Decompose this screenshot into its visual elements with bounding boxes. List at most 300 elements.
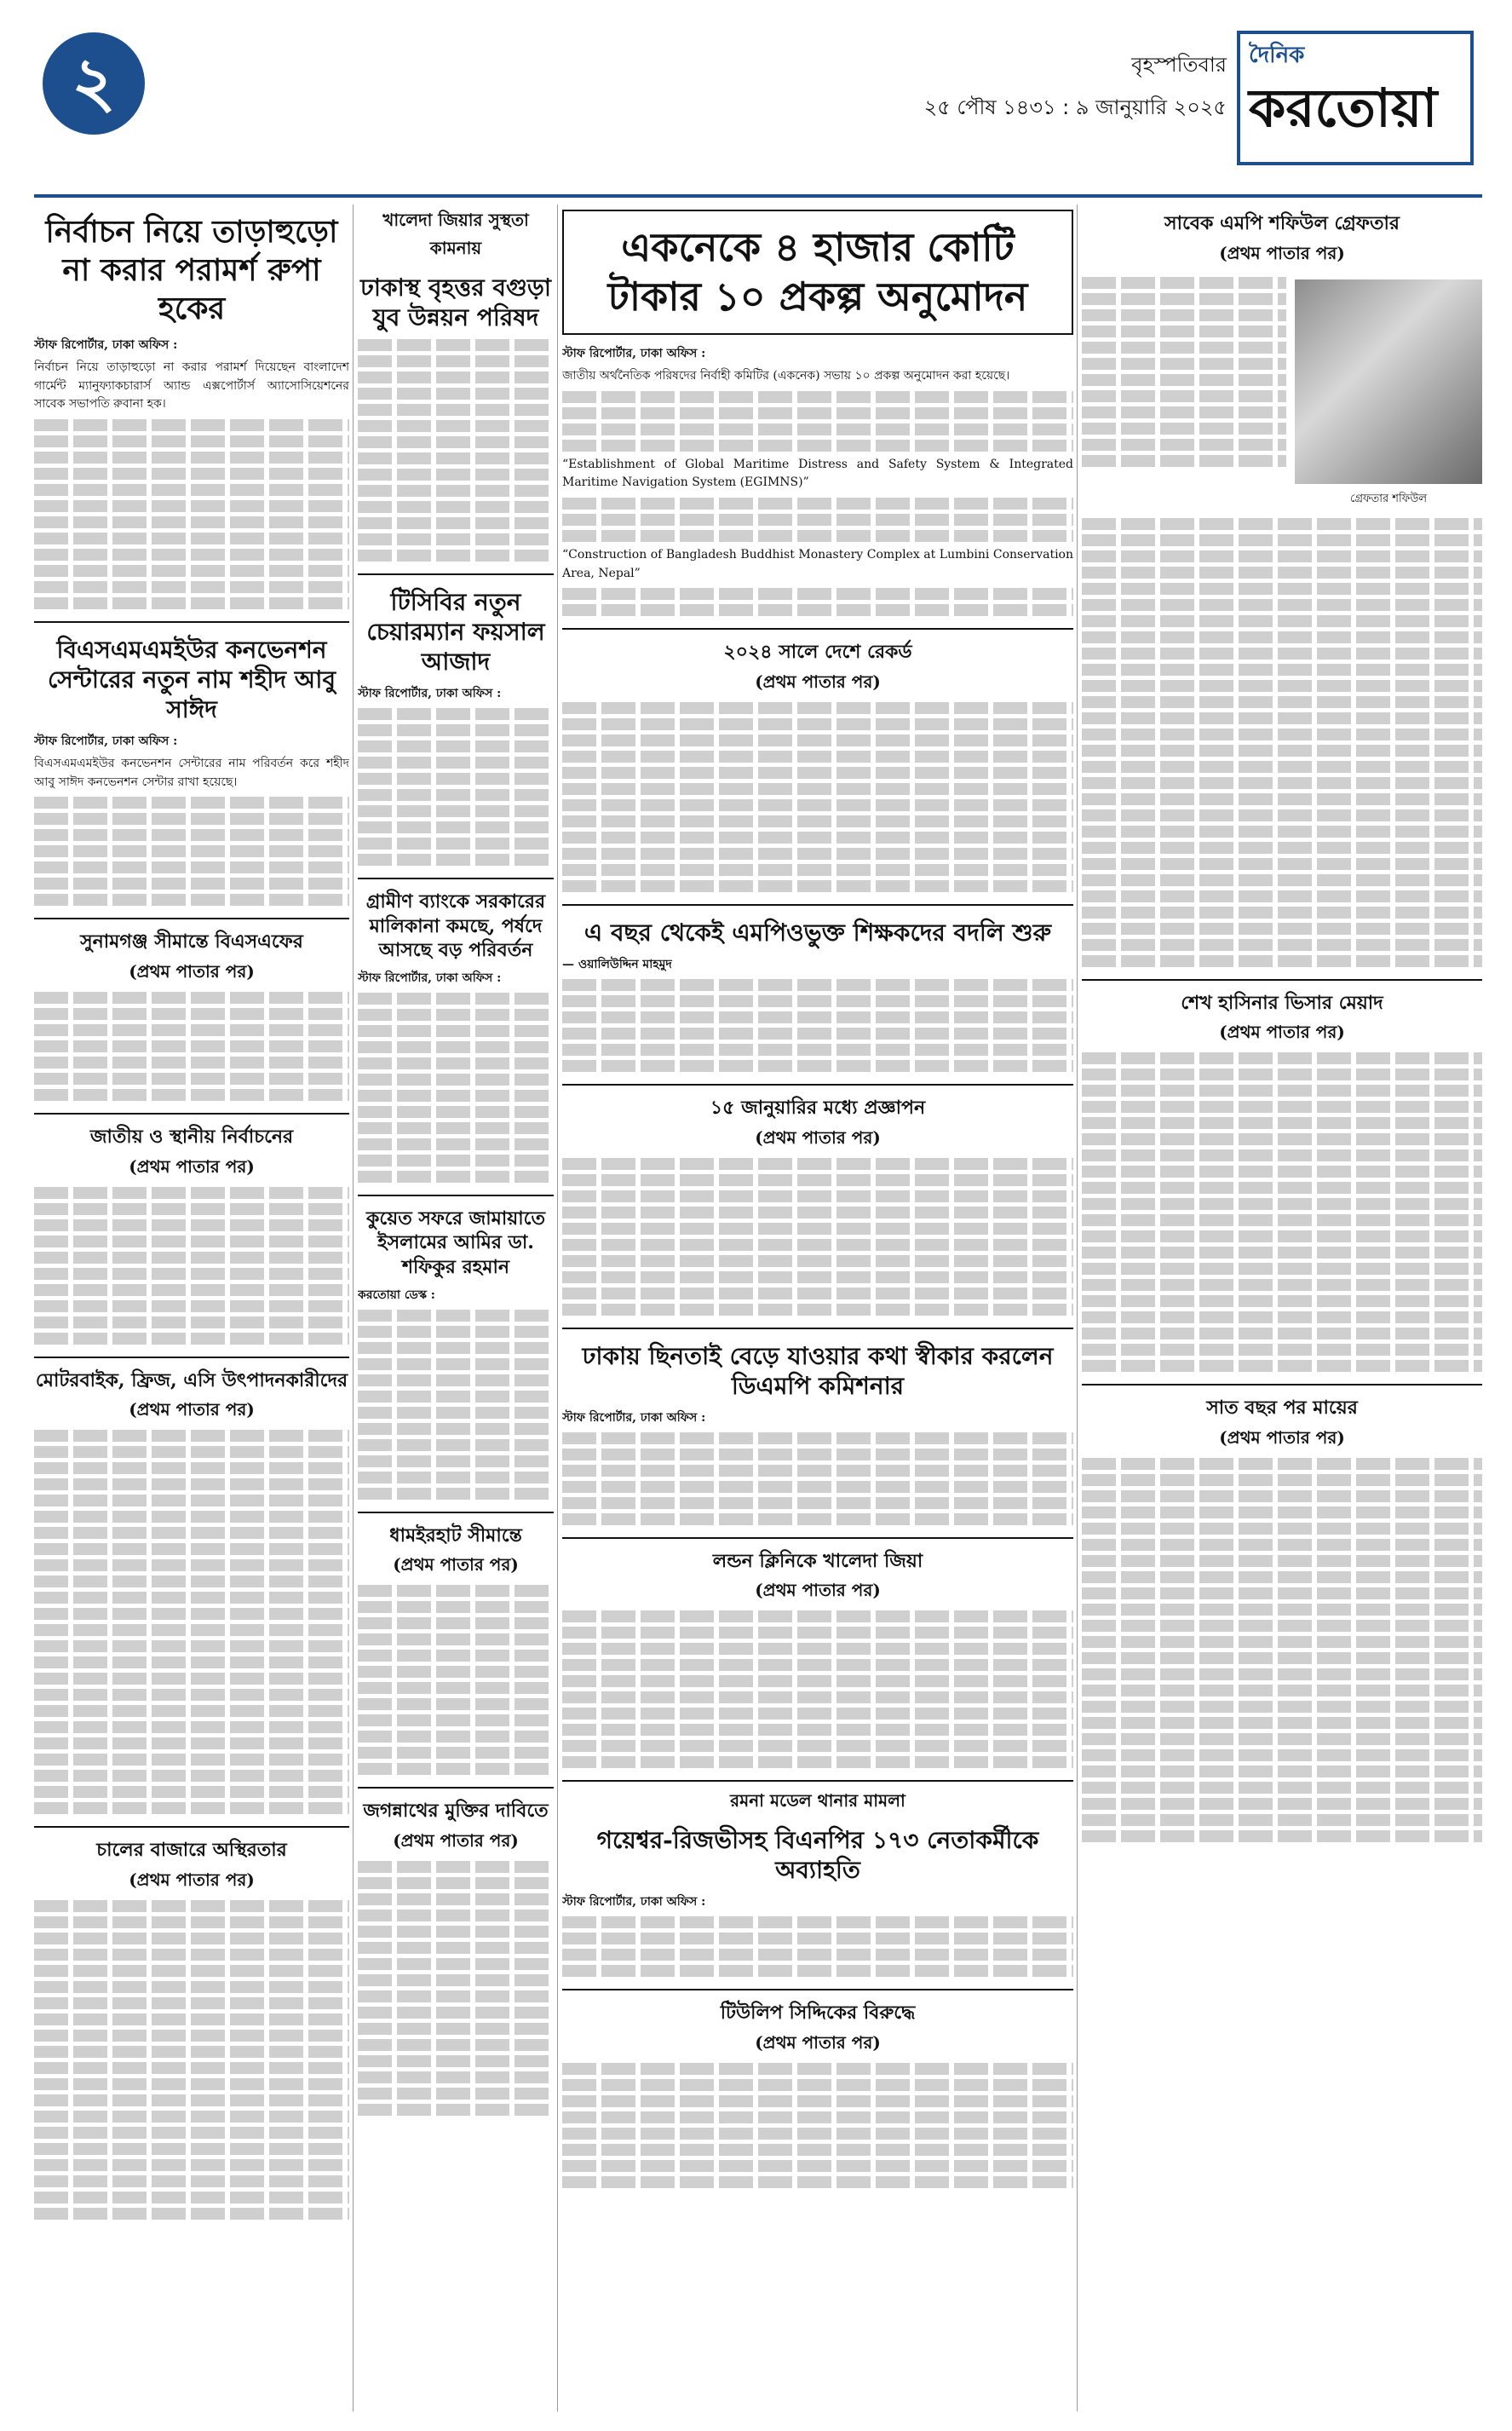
body-text-line: [1082, 631, 1482, 643]
body-text-line: [358, 1057, 554, 1069]
body-text-line: [34, 581, 349, 593]
body-text-line: [562, 1011, 1073, 1023]
body-text-line: [34, 468, 349, 480]
body-text-line: [1082, 406, 1286, 418]
body-text-line: [1082, 1604, 1482, 1616]
body-text-line: [358, 1617, 554, 1629]
body-text-line: [34, 2078, 349, 2090]
body-text-line: [358, 1974, 554, 1986]
continued-label: (প্রথম পাতার পর): [129, 961, 255, 982]
body-text-line: [358, 757, 554, 769]
body-text-line: [358, 1326, 554, 1338]
masthead-logo: [1237, 31, 1474, 165]
body-text-line: [1082, 1214, 1482, 1226]
headline: শেখ হাসিনার ভিসার মেয়াদ: [1181, 991, 1383, 1014]
body-text-line: [562, 1288, 1073, 1299]
body-text-line: [34, 533, 349, 544]
article-ramna: [562, 1780, 1073, 1977]
body-text-line: [1082, 1474, 1482, 1486]
body-text-line: [358, 1025, 554, 1037]
body-text-line: [358, 452, 554, 464]
body-text-line: [1082, 1328, 1482, 1339]
body-text-line: [1082, 777, 1482, 789]
body-text-line: [34, 2111, 349, 2123]
headline: নির্বাচন নিয়ে তাড়াহুড়ো না করার পরামর্শ রুপা হকের: [45, 214, 338, 326]
article-lead: জাতীয় অর্থনৈতিক পরিষদের নির্বাহী কমিটির (একনেক) সভায় ১০ প্রকল্প অনুমোদন করা হয়েছে।: [562, 369, 1010, 383]
byline: স্টাফ রিপোর্টার, ঢাকা অফিস :: [34, 338, 178, 352]
body-text-line: [34, 1008, 349, 1020]
body-text-line: [1082, 550, 1482, 562]
body-text-line: [1082, 1830, 1482, 1842]
body-text-line: [358, 821, 554, 833]
body-text-line: [358, 339, 554, 351]
body-text-line: [358, 854, 554, 866]
headline: টিসিবির নতুন চেয়ারম্যান ফয়সাল আজাদ: [366, 588, 545, 676]
body-text-line: [562, 1756, 1073, 1768]
body-text-line: [34, 861, 349, 873]
body-text-line: [1082, 826, 1482, 838]
body-text-line: [358, 485, 554, 497]
body-text-line: [1082, 745, 1482, 757]
body-text-line: [562, 1691, 1073, 1703]
body-text-line: [1082, 423, 1286, 435]
body-text-line: [562, 702, 1073, 714]
body-text-line: [1082, 1571, 1482, 1583]
body-text-line: [358, 550, 554, 562]
body-text-line: [34, 1559, 349, 1571]
body-text-line: [1082, 1766, 1482, 1777]
body-text-line: [1082, 1523, 1482, 1535]
body-text-line: [358, 1391, 554, 1403]
body-text-line: [562, 1223, 1073, 1235]
body-text-line: [34, 2159, 349, 2171]
body-text-line: [34, 1656, 349, 1668]
byline: স্টাফ রিপোর্টার, ঢাকা অফিস :: [358, 687, 502, 700]
body-text-line: [34, 845, 349, 857]
article-motorbike: [34, 1357, 349, 1815]
body-text-line: [358, 1041, 554, 1053]
body-text-line: [562, 1432, 1073, 1444]
body-text-line: [1082, 729, 1482, 740]
body-text-line: [562, 2128, 1073, 2140]
body-text-line: [1082, 955, 1482, 967]
body-text-line: [358, 1861, 554, 1873]
body-text-line: [1082, 1701, 1482, 1713]
body-text-line: [358, 1990, 554, 2002]
body-text-line: [562, 1174, 1073, 1186]
article-rice-market: [34, 1826, 349, 2220]
body-text-line: [358, 1942, 554, 1954]
body-text-line: [358, 1926, 554, 1938]
body-text-line: [562, 1449, 1073, 1460]
lead-headline: একনেকে ৪ হাজার কোটি টাকার ১০ প্রকল্প অনুমোদন: [562, 210, 1073, 335]
body-text-line: [34, 1187, 349, 1199]
body-text-line: [34, 2175, 349, 2187]
body-text-line: [1082, 1668, 1482, 1680]
continued-label: (প্রথম পাতার পর): [1219, 1426, 1345, 1448]
body-text-line: [358, 1171, 554, 1183]
body-text-line: [562, 767, 1073, 779]
body-text-line: [358, 773, 554, 785]
logo-main-text: করতোয়া: [1249, 77, 1438, 139]
body-text-line: [34, 1252, 349, 1264]
body-text-line: [1082, 1295, 1482, 1307]
body-text-line: [358, 838, 554, 850]
body-text-line: [1082, 1814, 1482, 1826]
headline: গয়েশ্বর-রিজভীসহ বিএনপির ১৭৩ নেতাকর্মীকে অব্যাহতি: [596, 1826, 1039, 1885]
byline: স্টাফ রিপোর্টার, ঢাকা অফিস :: [34, 734, 178, 749]
body-text-line: [1082, 518, 1482, 530]
news-photo: [1295, 279, 1482, 484]
article-khaleda-london: [562, 1537, 1073, 1769]
body-text-line: [1082, 1749, 1482, 1761]
body-text-line: [562, 1207, 1073, 1218]
body-text-line: [358, 1122, 554, 1134]
body-text-line: [358, 517, 554, 529]
headline: ঢাকায় ছিনতাই বেড়ে যাওয়ার কথা স্বীকার করলেন ডিএমপি কমিশনার: [582, 1341, 1054, 1400]
body-text-line: [1082, 374, 1286, 386]
body-text-line: [1082, 1344, 1482, 1356]
body-text-line: [1082, 1052, 1482, 1064]
continued-label: (প্রথম পাতার পর): [755, 1126, 881, 1148]
column-2: [358, 205, 554, 2411]
body-text-line: [34, 1965, 349, 1977]
body-text-line: [1082, 615, 1482, 627]
body-text-line: [562, 783, 1073, 795]
body-text-line: [34, 1900, 349, 1912]
body-text-line: [34, 2094, 349, 2106]
body-text-line: [34, 1933, 349, 1944]
body-text-line: [34, 1592, 349, 1604]
project-quote: “Establishment of Global Maritime Distress and Safety System & Integrated Maritime Navigation System (EGIMNS)”: [562, 457, 1073, 490]
body-text-line: [562, 1724, 1073, 1736]
body-text-line: [1082, 599, 1482, 611]
header-date: ২৫ পৌষ ১৪৩১ : ৯ জানুয়ারি ২০২৫: [923, 95, 1227, 119]
body-text-line: [562, 1675, 1073, 1687]
byline: স্টাফ রিপোর্টার, ঢাকা অফিস :: [562, 347, 706, 360]
article-mpo-teachers: [562, 904, 1073, 1072]
body-text-line: [1082, 1587, 1482, 1599]
headline: এ বছর থেকেই এমপিওভুক্ত শিক্ষকদের বদলি শুরু: [584, 919, 1052, 948]
body-text-line: [1082, 358, 1286, 370]
article-grameen-bank: [358, 878, 554, 1183]
body-text-line: [562, 1060, 1073, 1072]
column-4: [1082, 205, 1482, 2411]
body-text-line: [34, 1511, 349, 1523]
body-text-line: [34, 1705, 349, 1717]
body-text-line: [1082, 664, 1482, 676]
body-text-line: [1082, 1717, 1482, 1729]
body-text-line: [34, 1430, 349, 1442]
byline: স্টাফ রিপোর্টার, ঢাকা অফিস :: [562, 1410, 706, 1425]
body-text-line: [562, 1481, 1073, 1493]
body-text-line: [562, 1965, 1073, 1977]
body-text-line: [1082, 1230, 1482, 1242]
body-text-line: [562, 1044, 1073, 1056]
body-text-line: [34, 1203, 349, 1215]
body-text-line: [562, 2063, 1073, 2075]
body-text-line: [358, 1601, 554, 1613]
body-text-line: [562, 1271, 1073, 1283]
body-text-line: [34, 1689, 349, 1701]
body-text-line: [358, 1423, 554, 1435]
body-text-line: [358, 1877, 554, 1889]
page-header: [34, 15, 1482, 194]
body-text-line: [1082, 1636, 1482, 1648]
body-text-line: [34, 1754, 349, 1766]
body-text-line: [358, 1358, 554, 1370]
logo-small-text: দৈনিক: [1249, 43, 1305, 68]
body-text-line: [34, 1527, 349, 1539]
body-text-line: [562, 734, 1073, 746]
body-text-line: [358, 436, 554, 448]
body-text-line: [358, 1488, 554, 1500]
article-lead: বিএসএমএমইউর কনভেনশন সেন্টারের নাম পরিবর্তন করে শহীদ আবু সাঈদ কনভেনশন সেন্টার রাখা হয়েছে।: [34, 757, 349, 789]
body-text-line: [562, 1497, 1073, 1509]
body-text-line: [34, 1576, 349, 1587]
body-text-line: [34, 1089, 349, 1101]
body-text-line: [562, 979, 1073, 991]
body-text-line: [34, 2143, 349, 2155]
body-text-line: [562, 1028, 1073, 1040]
body-text-line: [34, 813, 349, 825]
body-text-line: [358, 469, 554, 481]
byline: স্টাফ রিপোর্টার, ঢাকা অফিস :: [562, 1895, 706, 1910]
body-text-line: [34, 1997, 349, 2009]
body-text-line: [358, 1155, 554, 1167]
headline: জগন্নাথের মুক্তির দাবিতে: [363, 1800, 549, 1823]
body-text-line: [358, 1090, 554, 1102]
body-text-line: [34, 435, 349, 447]
body-text-line: [34, 2062, 349, 2074]
body-text-line: [358, 501, 554, 513]
body-text-line: [34, 565, 349, 577]
body-text-line: [34, 2192, 349, 2203]
body-text-line: [1082, 907, 1482, 919]
article-hasina-visa: [1082, 979, 1482, 1373]
article-convention-center: [34, 621, 349, 906]
headline: লন্ডন ক্লিনিকে খালেদা জিয়া: [712, 1549, 923, 1572]
body-text-line: [562, 1643, 1073, 1655]
body-text-line: [1082, 939, 1482, 951]
body-text-line: [1082, 567, 1482, 579]
body-text-line: [1082, 809, 1482, 821]
body-text-line: [34, 419, 349, 431]
body-text-line: [34, 2046, 349, 2058]
body-text-line: [358, 1585, 554, 1597]
body-text-line: [1082, 793, 1482, 805]
body-text-line: [358, 2039, 554, 2051]
article-ecnec: [562, 343, 1073, 616]
article-record-2024: [562, 628, 1073, 892]
body-text-line: [34, 1770, 349, 1782]
body-text-line: [34, 452, 349, 464]
article-seven-years: [1082, 1384, 1482, 1842]
body-text-line: [562, 1949, 1073, 1961]
body-text-line: [562, 751, 1073, 763]
body-text-line: [1082, 277, 1286, 289]
body-text-line: [562, 514, 1073, 526]
headline: চালের বাজারে অস্থিরতার: [96, 1839, 287, 1862]
body-text-line: [1082, 696, 1482, 708]
headline: সাবেক এমপি শফিউল গ্রেফতার: [1164, 212, 1400, 234]
body-text-line: [1082, 1539, 1482, 1551]
body-text-line: [562, 1610, 1073, 1622]
body-text-line: [34, 829, 349, 841]
article-lead: নির্বাচন নিয়ে তাড়াহুড়ো না করার পরামর্শ দিয়েছেন বাংলাদেশ গার্মেন্ট ম্যানুফ্যাকচারার্স অ্যান্ড এক্সপোর্টার্স অ্যাসোসিয়েশনের সাবেক সভাপতি রুবানা হক।: [34, 360, 349, 412]
body-text-line: [358, 533, 554, 545]
body-text-line: [358, 1731, 554, 1743]
body-text-line: [1082, 1458, 1482, 1470]
body-text-line: [358, 388, 554, 400]
body-text-line: [34, 1916, 349, 1928]
body-text-line: [562, 2095, 1073, 2107]
body-text-line: [34, 1802, 349, 1814]
article-bogura-youth: [358, 208, 554, 562]
body-text-line: [358, 2023, 554, 2035]
body-text-line: [34, 878, 349, 890]
body-text-line: [34, 1478, 349, 1490]
body-text-line: [1082, 1069, 1482, 1080]
body-text-line: [34, 1333, 349, 1345]
body-text-line: [1082, 1311, 1482, 1323]
body-text-line: [562, 1190, 1073, 1202]
body-text-line: [1082, 1652, 1482, 1664]
body-text-line: [562, 2079, 1073, 2091]
body-text-line: [34, 1495, 349, 1506]
body-text-line: [34, 2127, 349, 2139]
body-text-line: [1082, 842, 1482, 854]
body-text-line: [1082, 1085, 1482, 1097]
body-text-line: [562, 1255, 1073, 1267]
body-text-line: [562, 1158, 1073, 1170]
body-text-line: [562, 1304, 1073, 1316]
body-text-line: [1082, 1198, 1482, 1210]
body-text-line: [1082, 858, 1482, 870]
header-rule: [34, 194, 1482, 198]
body-text-line: [1082, 439, 1286, 451]
body-text-line: [358, 1633, 554, 1645]
page-number-badge: ২: [43, 32, 145, 135]
body-text-line: [562, 1627, 1073, 1639]
body-text-line: [34, 1786, 349, 1798]
body-text-line: [562, 2176, 1073, 2188]
body-text-line: [562, 530, 1073, 542]
body-text-line: [34, 2013, 349, 2025]
continued-label: (প্রথম পাতার পর): [393, 1554, 519, 1576]
body-text-line: [562, 423, 1073, 435]
photo-caption: গ্রেফতার শফিউল: [1349, 492, 1428, 505]
body-text-line: [358, 740, 554, 752]
body-text-line: [34, 1949, 349, 1961]
body-text-line: [358, 372, 554, 383]
body-text-line: [1082, 1166, 1482, 1178]
body-text-line: [358, 1650, 554, 1662]
article-tcb-chairman: [358, 573, 554, 866]
continued-label: (প্রথম পাতার পর): [1219, 1022, 1345, 1043]
body-text-line: [358, 789, 554, 801]
header-day: বৃহস্পতিবার: [1131, 53, 1227, 77]
body-text-line: [358, 1407, 554, 1419]
body-text-line: [1082, 1133, 1482, 1145]
body-text-line: [358, 2007, 554, 2019]
byline: স্টাফ রিপোর্টার, ঢাকা অফিস :: [358, 971, 502, 985]
continued-label: (প্রথম পাতার পর): [1219, 242, 1345, 263]
body-text-line: [1082, 1247, 1482, 1259]
body-text-line: [34, 549, 349, 561]
column-divider: [557, 205, 558, 2411]
body-text-line: [358, 1682, 554, 1694]
body-text-line: [1082, 1182, 1482, 1194]
body-text-line: [1082, 680, 1482, 692]
body-text-line: [358, 805, 554, 817]
article-sunamganj: [34, 918, 349, 1101]
body-text-line: [34, 1624, 349, 1636]
body-text-line: [562, 832, 1073, 844]
body-text-line: [358, 1106, 554, 1118]
body-text-line: [34, 1057, 349, 1069]
body-text-line: [358, 1439, 554, 1451]
continued-label: (প্রথম পাতার পর): [755, 2031, 881, 2053]
body-text-line: [34, 1462, 349, 1474]
body-text-line: [34, 2208, 349, 2220]
body-text-line: [562, 407, 1073, 419]
body-text-line: [1082, 1149, 1482, 1161]
body-text-line: [34, 597, 349, 609]
headline: মোটরবাইক, ফ্রিজ, এসি উৎপাদনকারীদের: [35, 1368, 348, 1391]
body-text-line: [1082, 1506, 1482, 1518]
continued-label: (প্রথম পাতার পর): [129, 1399, 255, 1420]
body-text-line: [562, 1513, 1073, 1525]
body-text-line: [34, 1236, 349, 1247]
headline: সুনামগঞ্জ সীমান্তে বিএসএফের: [80, 930, 303, 953]
body-text-line: [358, 1374, 554, 1386]
body-text-line: [34, 1981, 349, 1993]
body-text-line: [358, 1747, 554, 1759]
body-text-line: [1082, 583, 1482, 595]
body-text-line: [358, 1074, 554, 1086]
body-text-line: [34, 894, 349, 906]
body-text-line: [34, 1446, 349, 1458]
body-text-line: [1082, 1117, 1482, 1129]
body-text-line: [562, 498, 1073, 510]
body-text-line: [562, 1916, 1073, 1928]
body-text-line: [562, 588, 1073, 600]
body-text-line: [1082, 325, 1286, 337]
body-text-line: [1082, 1360, 1482, 1372]
byline: — ওয়ালিউদ্দিন মাহমুদ: [562, 958, 672, 972]
body-text-line: [1082, 874, 1482, 886]
body-text-line: [1082, 455, 1286, 467]
article-jagannath: [358, 1787, 554, 2116]
body-text-line: [562, 848, 1073, 860]
body-text-line: [562, 815, 1073, 827]
column-3: [562, 205, 1073, 2411]
continued-label: (প্রথম পাতার পর): [129, 1155, 255, 1177]
body-text-line: [34, 1219, 349, 1231]
body-text-line: [562, 1740, 1073, 1752]
body-text-line: [358, 355, 554, 367]
headline: টিউলিপ সিদ্দিকের বিরুদ্ধে: [720, 2002, 916, 2025]
body-text-line: [1082, 712, 1482, 724]
body-text-line: [358, 1342, 554, 1354]
body-text-line: [358, 1138, 554, 1150]
body-text-line: [34, 1284, 349, 1296]
body-text-line: [358, 993, 554, 1005]
body-text-line: [358, 1666, 554, 1678]
article-dmp: [562, 1328, 1073, 1525]
body-text-line: [358, 2088, 554, 2100]
